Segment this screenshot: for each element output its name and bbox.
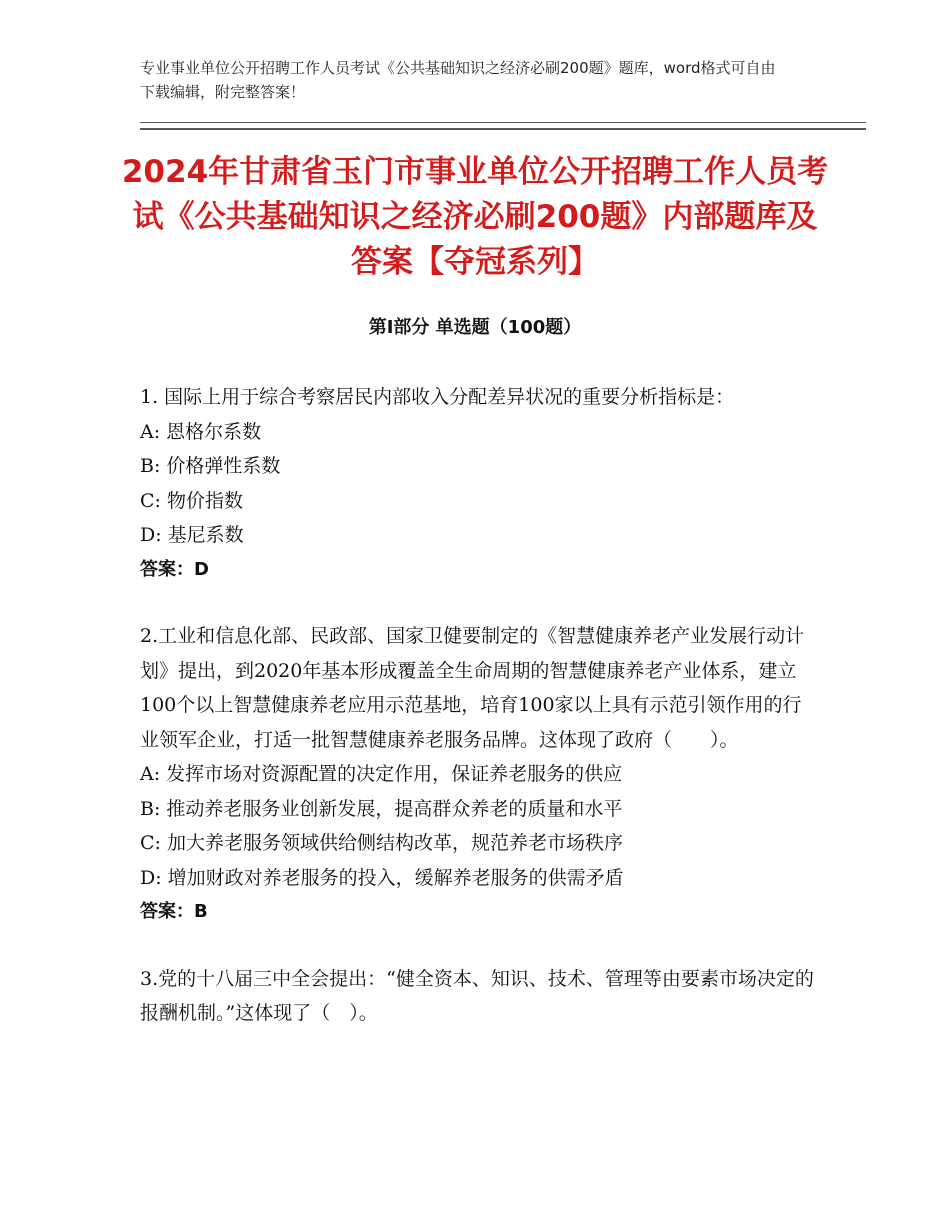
option-d: D: 增加财政对养老服务的投入，缓解养老服务的供需矛盾 <box>140 866 624 889</box>
question-stem: 1. 国际上用于综合考察居民内部收入分配差异状况的重要分析指标是： <box>140 386 735 408</box>
option-a: A: 发挥市场对资源配置的决定作用，保证养老服务的供应 <box>140 763 623 785</box>
option-c: C: 物价指数 <box>140 489 243 512</box>
question-stem: 3.党的十八届三中全会提出：“健全资本、知识、技术、管理等由要素市场决定的报酬机制。”这体现了（ ）。 <box>140 967 814 1024</box>
question-item <box>140 962 820 1031</box>
answer-value: B <box>194 901 208 922</box>
question-stem: 2.工业和信息化部、民政部、国家卫健要制定的《智慧健康养老产业发展行动计划》提出，到2020年基本形成覆盖全生命周期的智慧健康养老产业体系，建立100个以上智慧健康养老应用示范基地，培育100家以上具有示范引领作用的行业领军企业，打适一批智慧健康养老服务品牌。这体现了政府（ ）。 <box>140 625 805 751</box>
option-a: A: 恩格尔系数 <box>140 420 262 443</box>
question-list <box>140 380 820 1063</box>
section-title: 第Ⅰ部分 单选题（100题） <box>368 317 582 338</box>
question-item <box>140 380 820 587</box>
option-b: B: 价格弹性系数 <box>140 455 281 477</box>
question-item <box>140 619 820 930</box>
document-title: 2024年甘肃省玉门市事业单位公开招聘工作人员考试《公共基础知识之经济必刷200题》内部题库及答案【夺冠系列】 <box>121 154 829 280</box>
option-d: D: 基尼系数 <box>140 524 244 546</box>
option-b: B: 推动养老服务业创新发展，提高群众养老的质量和水平 <box>140 797 623 820</box>
option-c: C: 加大养老服务领域供给侧结构改革，规范养老市场秩序 <box>140 832 623 854</box>
header-note: 专业事业单位公开招聘工作人员考试《公共基础知识之经济必刷200题》题库，word格式可自由下载编辑，附完整答案！ <box>140 59 776 101</box>
answer-label: 答案： <box>140 901 194 922</box>
answer-value: D <box>194 558 209 580</box>
answer-line <box>140 553 820 588</box>
header-divider <box>140 122 866 130</box>
answer-label: 答案： <box>140 558 194 580</box>
answer-line <box>140 895 820 930</box>
